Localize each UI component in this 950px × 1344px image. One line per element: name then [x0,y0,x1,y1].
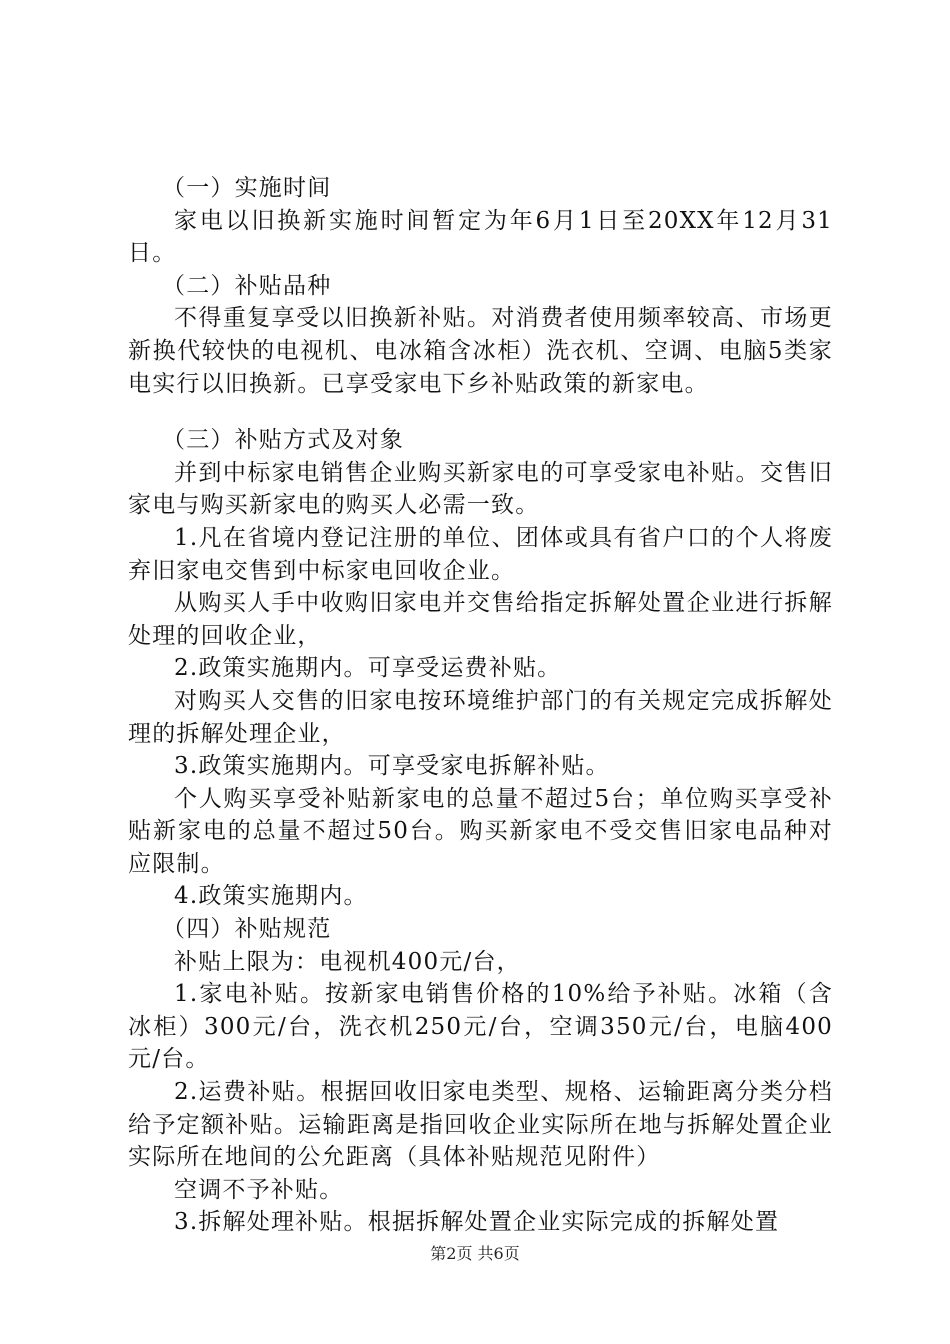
section-heading-subsidy-method: （三）补贴方式及对象 [162,427,404,454]
paragraph-item-2: 2.政策实施期内。可享受运费补贴。 [174,655,562,682]
paragraph-subsidy-categories: 不得重复享受以旧换新补贴。对消费者使用频率较高、市场更新换代较快的电视机、电冰箱含冰柜）洗衣机、空调、电脑5类家电实行以旧换新。已享受家电下乡补贴政策的新家电。 [128,305,833,397]
paragraph-subsidy-cap: 补贴上限为：电视机400元/台， [174,948,521,975]
section-heading-subsidy-standard: （四）补贴规范 [162,916,332,943]
paragraph-freight-subsidy: 2.运费补贴。根据回收旧家电类型、规格、运输距离分类分档给予定额补贴。运输距离是指回收企业实际所在地与拆解处置企业实际所在地间的公允距离（具体补贴规范见附件） [128,1079,833,1171]
paragraph-appliance-subsidy: 1.家电补贴。按新家电销售价格的10%给予补贴。冰箱（含冰柜）300元/台，洗衣机250元/台，空调350元/台，电脑400元/台。 [128,981,833,1073]
paragraph-item-1: 1.凡在省境内登记注册的单位、团体或具有省户口的个人将废弃旧家电交售到中标家电回收企业。 [128,524,833,584]
paragraph-purchase-limit: 个人购买享受补贴新家电的总量不超过5台；单位购买享受补贴新家电的总量不超过50台。购买新家电不受交售旧家电品种对应限制。 [128,785,833,877]
paragraph-item-3: 3.政策实施期内。可享受家电拆解补贴。 [174,753,610,780]
paragraph-item-4: 4.政策实施期内。 [174,883,368,910]
section-heading-implementation-time: （一）实施时间 [162,175,332,201]
paragraph-recycling-enterprise: 从购买人手中收购旧家电并交售给指定拆解处置企业进行拆解处理的回收企业， [128,590,833,649]
section-heading-subsidy-categories: （二）补贴品种 [162,272,332,299]
paragraph-air-conditioner-note: 空调不予补贴。 [174,1176,344,1203]
paragraph-purchase-requirement: 并到中标家电销售企业购买新家电的可享受家电补贴。交售旧家电与购买新家电的购买人必需一致。 [128,459,833,519]
paragraph-dismantling-subsidy: 3.拆解处理补贴。根据拆解处置企业实际完成的拆解处置 [174,1209,780,1236]
page-footer-page-number: 第2页 共6页 [430,1244,520,1263]
paragraph-dismantling-enterprise: 对购买人交售的旧家电按环境维护部门的有关规定完成拆解处理的拆解处理企业， [128,687,833,747]
paragraph-implementation-period: 家电以旧换新实施时间暂定为年6月1日至20XX年12月31日。 [128,207,833,267]
document-body [128,172,833,1239]
